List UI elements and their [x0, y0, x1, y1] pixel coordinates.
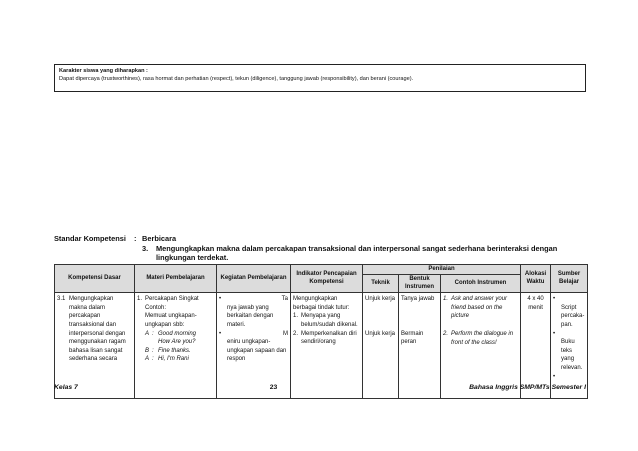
materi-contoh: Contoh: [145, 304, 167, 311]
footer-right: Bahasa Inggris SMP/MTs Semester I [469, 384, 586, 391]
indikator-intro: Mengungkapkan berbagai tindak tutur: [293, 296, 350, 311]
cell-kegiatan [217, 293, 291, 399]
materi-number: 1. [137, 296, 143, 303]
contoh-1: Ask and answer your friend based on the picture [451, 296, 508, 320]
cell-contoh: 1. Ask and answer your friend based on the picture 2. Perform the dialogue in front of the class! [441, 293, 521, 399]
bullet-icon: • [553, 373, 556, 380]
bullet-icon: • [553, 330, 556, 337]
teknik-1: Unjuk kerja [365, 296, 396, 303]
indikator-1: Menyapa yang belum/sudah dikenal. [301, 313, 358, 328]
cell-kompetensi [55, 293, 135, 399]
cell-materi [135, 293, 217, 399]
standar-item-num: 3. [142, 243, 149, 253]
header-bentuk: Bentuk Instrumen [399, 275, 441, 293]
bullet-icon: • [219, 296, 222, 303]
header-kompetensi: Kompetensi Dasar [55, 265, 135, 293]
header-kegiatan: Kegiatan Pembelajaran [217, 265, 291, 293]
indikator-2: Memperkenalkan diri sendiri/orang [301, 330, 357, 346]
kegiatan-2-head: M [283, 330, 288, 337]
alokasi-value: 4 x 40 menit [527, 296, 544, 311]
sumber-2: Buku teks yang relevan. [561, 339, 583, 371]
dialog-line: B : Fine thanks. [145, 347, 191, 354]
standar-value: Berbicara [142, 234, 177, 243]
kegiatan-1-head: Ta [281, 296, 288, 303]
karakter-body: Dapat dipercaya (trustworthines), rasa hormat dan perhatian (respect), tekun (diligence), tanggung jawab (responsibility), dan berani (courage). [59, 76, 414, 82]
bentuk-1: Tanya jawab [401, 296, 435, 303]
standar-item-text: Mengungkapkan makna dalam percakapan transaksional dan interpersonal sangat sederhana berinteraksi dengan lingkungan terdekat. [156, 243, 558, 262]
kegiatan-2: eniru ungkapan-ungkapan sapaan dan respon [227, 339, 287, 363]
bullet-icon: • [553, 296, 556, 303]
kegiatan-1: nya jawab yang berkaitan dengan materi. [227, 304, 274, 328]
cell-alokasi [521, 293, 551, 399]
cell-bentuk [399, 293, 441, 399]
header-alokasi: Alokasi Waktu [521, 265, 551, 293]
header-indikator: Indikator Pencapaian Kompetensi [291, 265, 363, 293]
header-sumber: Sumber Belajar [551, 265, 588, 293]
bentuk-2: Bermain peran [401, 330, 424, 346]
contoh-2: Perform the dialogue in front of the class! [451, 331, 514, 346]
header-penilaian: Penilaian [363, 265, 521, 275]
materi-memuat: Memuat ungkapan-ungkapan sbb: [145, 313, 197, 328]
sumber-1: Script percaka-pan. [561, 304, 585, 328]
materi-title: Percakapan Singkat [145, 296, 199, 303]
dialog-line: A : Hi, I'm Rani [145, 356, 189, 363]
cell-teknik [363, 293, 399, 399]
standar-kompetensi [54, 234, 594, 263]
header-materi: Materi Pembelajaran [135, 265, 217, 293]
karakter-box [54, 64, 586, 92]
kd-number: 3.1 [57, 296, 66, 303]
teknik-2: Unjuk kerja [365, 330, 396, 337]
karakter-title: Karakter siswa yang diharapkan : [59, 68, 148, 74]
kd-text: Mengungkapkan makna dalam percakapan transaksional dan interpersonal dengan menggunakan ragam bahasa lisan sangat sederhana secara [69, 296, 126, 363]
dialog-line: A : Good morning [145, 330, 197, 337]
header-teknik: Teknik [363, 275, 399, 293]
footer-left: Kelas 7 [54, 384, 78, 391]
standar-label: Standar Kompetensi [54, 234, 126, 243]
header-contoh: Contoh Instrumen [441, 275, 521, 293]
cell-indikator: Mengungkapkan berbagai tindak tutur: 1. Menyapa yang belum/sudah dikenal. 2. Memperkenalkan diri sendiri/orang [291, 293, 363, 399]
bullet-icon: • [219, 330, 222, 337]
dialog-line-cont: How Are you? [158, 339, 196, 346]
standar-colon: : [134, 234, 137, 243]
table-row [55, 293, 588, 399]
page-footer [54, 384, 586, 391]
silabus-table [54, 264, 588, 399]
cell-sumber [551, 293, 588, 399]
footer-page-number: 23 [269, 384, 278, 391]
